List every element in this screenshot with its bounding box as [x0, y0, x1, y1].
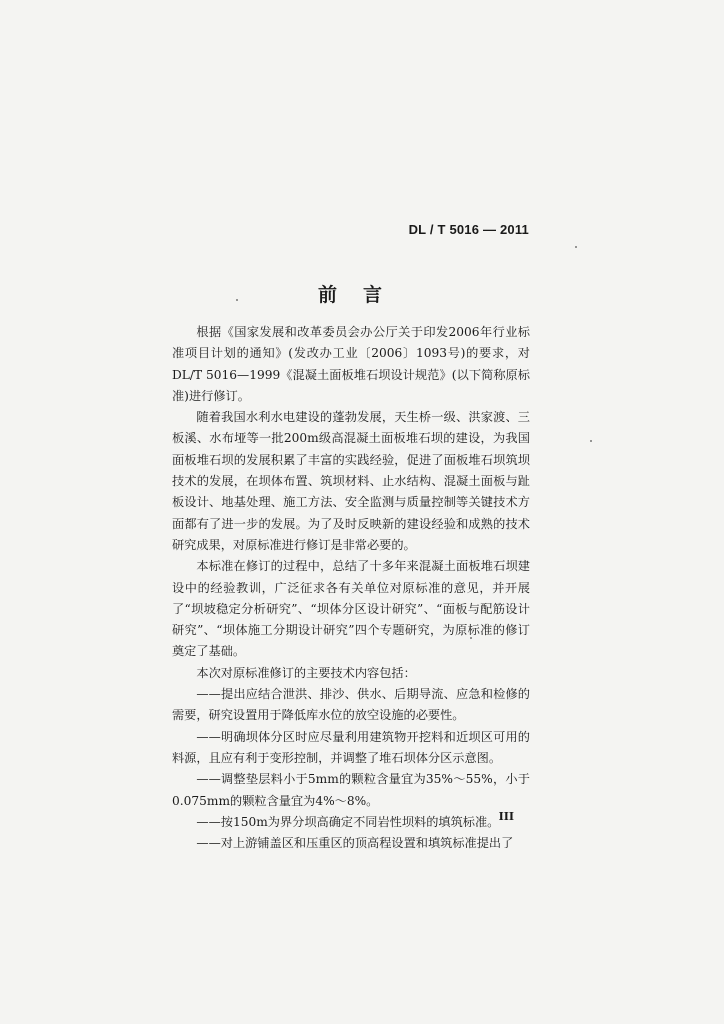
scan-speck — [575, 246, 577, 248]
page-number: III — [498, 810, 514, 823]
paragraph: 随着我国水利水电建设的蓬勃发展，天生桥一级、洪家渡、三板溪、水布垭等一批200m级高混凝土面板堆石坝的建设，为我国面板堆石坝的发展积累了丰富的实践经验，促进了面板堆石坝筑坝技术的发展，在坝体布置、筑坝材料、止水结构、混凝土面板与趾板设计、地基处理、施工方法、安全监测与质量控制等关键技术方面都有了进一步的发展。为了及时反映新的建设经验和成熟的技术研究成果，对原标准进行修订是非常必要的。 — [172, 410, 530, 552]
paragraph: 根据《国家发展和改革委员会办公厅关于印发2006年行业标准项目计划的通知》(发改办工业〔2006〕1093号)的要求，对DL/T 5016—1999《混凝土面板堆石坝设计规范》(以下简称原标准)进行修订。 — [172, 325, 530, 403]
scan-speck — [590, 440, 592, 442]
standard-code: DL / T 5016 — 2011 — [408, 222, 529, 237]
page-title: 前言 — [318, 284, 409, 306]
scan-speck — [470, 637, 472, 639]
list-item: ——对上游铺盖区和压重区的顶高程设置和填筑标准提出了 — [196, 836, 514, 851]
body-text — [172, 322, 530, 854]
list-item: ——按150m为界分坝高确定不同岩性坝料的填筑标准。 — [196, 814, 500, 829]
list-item: ——调整垫层料小于5mm的颗粒含量宜为35%～55%，小于0.075mm的颗粒含量宜为4%～8%。 — [172, 772, 530, 808]
list-item: ——提出应结合泄洪、排沙、供水、后期导流、应急和检修的需要，研究设置用于降低库水位的放空设施的必要性。 — [172, 687, 530, 723]
paragraph: 本标准在修订的过程中，总结了十多年来混凝土面板堆石坝建设中的经验教训，广泛征求各有关单位对原标准的意见，并开展了“坝坡稳定分析研究”、“坝体分区设计研究”、“面板与配筋设计研究”、“坝体施工分期设计研究”四个专题研究，为原标准的修订奠定了基础。 — [172, 559, 530, 659]
list-item: ——明确坝体分区时应尽量利用建筑物开挖料和近坝区可用的料源，且应有利于变形控制，并调整了堆石坝体分区示意图。 — [172, 729, 530, 765]
scan-speck — [236, 299, 238, 301]
paragraph: 本次对原标准修订的主要技术内容包括： — [196, 665, 416, 680]
